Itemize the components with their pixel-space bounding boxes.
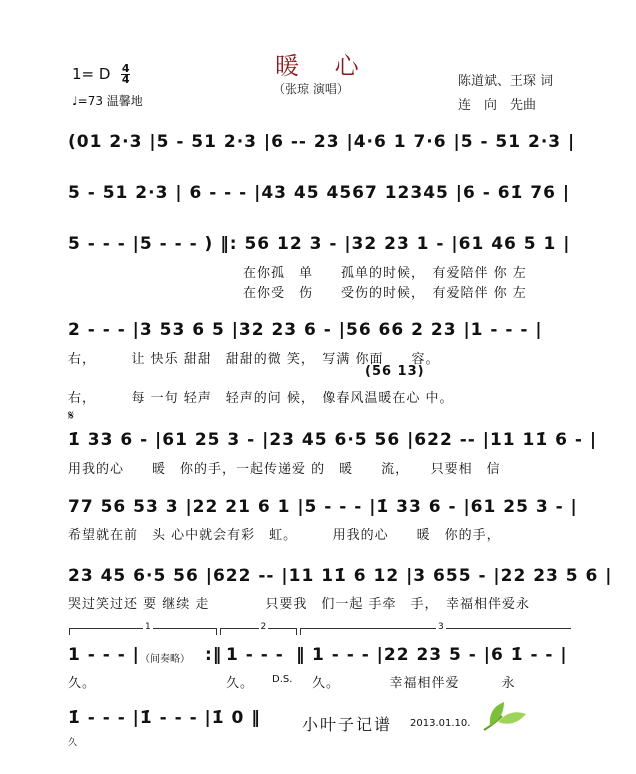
lyrics-row-8-ending-3: 久。 幸福相伴爱 永 (312, 676, 516, 691)
lyrics-row-3-verse-1: 在你孤 单 孤单的时候， 有爱陪伴 你 左 (243, 266, 527, 281)
lyrics-row-4-verse-2: 右， 每 一句 轻声 轻声的问 候， 像春风温暖在心 中。 (68, 391, 454, 406)
repeat-end-sign: :‖ (205, 645, 223, 665)
score-row-5: 1̇ 33 6 - |61 25 3 - |23 45 6·5 56 |622 -- |11 11̇ 6 - | (68, 430, 598, 450)
score-row-4: 2 - - - |3 53 6 5 |32 23 6 - |56 66 2 23 |1 - - - | (68, 320, 543, 340)
score-row-1: (01 2·3 |5 - 51 2·3 |6 -- 23 |4·6 1 7·6 |5 - 51 2·3 | (68, 132, 576, 152)
score-row-8-ending-3: 1 - - - |22 23 5 - |6 1̇ - - | (312, 645, 568, 665)
lyrics-row-3-verse-2: 在你受 伤 受伤的时候， 有爱陪伴 你 左 (243, 286, 527, 301)
score-row-7: 23 45 6·5 56 |622 -- |11 11̇ 6 12 |3 655 - |22 23 5 6 | (68, 566, 613, 586)
performer: （张琼 演唱） (273, 82, 349, 96)
segno-sign: 𝄋 (68, 408, 75, 424)
score-row-8-ending-2: 1 - - - (226, 645, 284, 665)
lyrics-row-7: 哭过笑过还 要 继续 走 只要我 们一起 手牵 手， 幸福相伴爱永 (68, 597, 531, 612)
score-row-8-ending-1: 1 - - - | (68, 645, 140, 665)
transcription-date: 2013.01.10. (410, 718, 471, 729)
double-barline: ‖ (296, 645, 306, 665)
lyrics-row-8-ending-2: 久。 (226, 676, 255, 691)
score-row-6: 77 56 53 3 |22 21 6 1 |5 - - - |1̇ 33 6 - |61 25 3 - | (68, 497, 578, 517)
lyricist: 陈道斌、王琛 词 (458, 74, 554, 89)
alt-notes: (56 13) (365, 364, 425, 379)
lyrics-row-6: 希望就在前 头 心中就会有彩 虹。 用我的心 暖 你的手， (68, 528, 501, 543)
score-row-2: 5 - 51 2·3 | 6 - - - |43 45 4567 12345 |6 - 61̇ 76 | (68, 183, 571, 203)
ds-marking: D.S. (272, 674, 293, 685)
volta-bracket-1: 1 (69, 628, 217, 635)
leaf-icon (480, 698, 530, 734)
tempo-marking: ♩=73 温馨地 (72, 94, 143, 108)
transcriber-signature: 小叶子记谱 (302, 715, 393, 734)
score-row-3: 5 - - - |5 - - - ) ‖: 56 12 3 - |32 23 1 - |61 46 5 1 | (68, 234, 571, 254)
interlude-note: （间奏略） (140, 654, 190, 665)
volta-bracket-3: 3 (300, 628, 571, 635)
score-row-9: 1̇ - - - |1̇ - - - |1̇ 0 ‖ (68, 708, 261, 728)
song-title: 暖 心 (275, 52, 373, 80)
time-signature: $\frac{4}{4}$ (121, 62, 130, 86)
lyrics-row-5: 用我的心 暖 你的手，一起传递爱 的 暖 流， 只要相 信 (68, 462, 501, 477)
lyrics-row-8-ending-1: 久。 (68, 676, 97, 691)
key-label: 1= D (72, 65, 111, 83)
composer: 连 向 先曲 (458, 98, 537, 113)
key-signature (72, 64, 130, 85)
lyrics-row-9: 久 (68, 738, 79, 748)
lyrics-row-4-verse-1: 右， 让 快乐 甜甜 甜甜的微 笑， 写满 你面 容。 (68, 352, 440, 367)
volta-bracket-2: 2 (220, 628, 297, 635)
